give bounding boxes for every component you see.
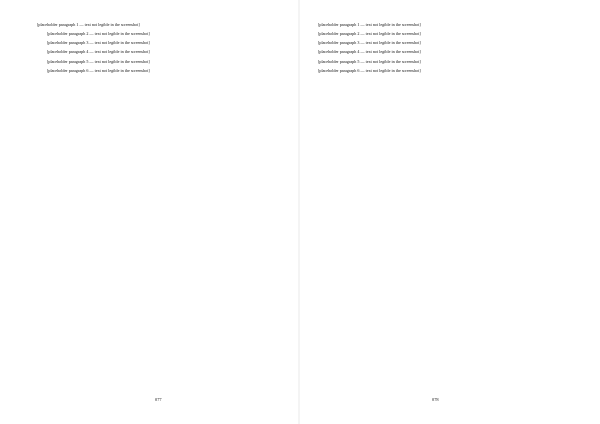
left-paragraph-5: [placeholder paragraph 5 — text not legible in the screenshot] bbox=[47, 58, 150, 64]
right-page bbox=[308, 22, 558, 404]
right-paragraph-3: [placeholder paragraph 3 — text not legible in the screenshot] bbox=[318, 40, 421, 46]
left-paragraph-1: [placeholder paragraph 1 — text not legible in the screenshot] bbox=[37, 22, 140, 27]
page-gutter bbox=[298, 0, 300, 424]
left-paragraph-2: [placeholder paragraph 2 — text not legible in the screenshot] bbox=[47, 31, 150, 37]
left-page-number: 077 bbox=[155, 397, 162, 402]
right-paragraph-4: [placeholder paragraph 4 — text not legible in the screenshot] bbox=[318, 49, 421, 55]
right-page-number: 078 bbox=[432, 397, 439, 402]
left-paragraph-6: [placeholder paragraph 6 — text not legible in the screenshot] bbox=[47, 67, 150, 73]
right-paragraph-5: [placeholder paragraph 5 — text not legible in the screenshot] bbox=[318, 58, 421, 64]
right-paragraph-2: [placeholder paragraph 2 — text not legible in the screenshot] bbox=[318, 31, 421, 37]
left-paragraph-3: [placeholder paragraph 3 — text not legible in the screenshot] bbox=[47, 40, 150, 46]
right-paragraph-1: [placeholder paragraph 1 — text not legible in the screenshot] bbox=[318, 22, 421, 27]
left-page bbox=[37, 22, 287, 404]
left-paragraph-4: [placeholder paragraph 4 — text not legible in the screenshot] bbox=[47, 49, 150, 55]
right-paragraph-6: [placeholder paragraph 6 — text not legible in the screenshot] bbox=[318, 67, 421, 73]
